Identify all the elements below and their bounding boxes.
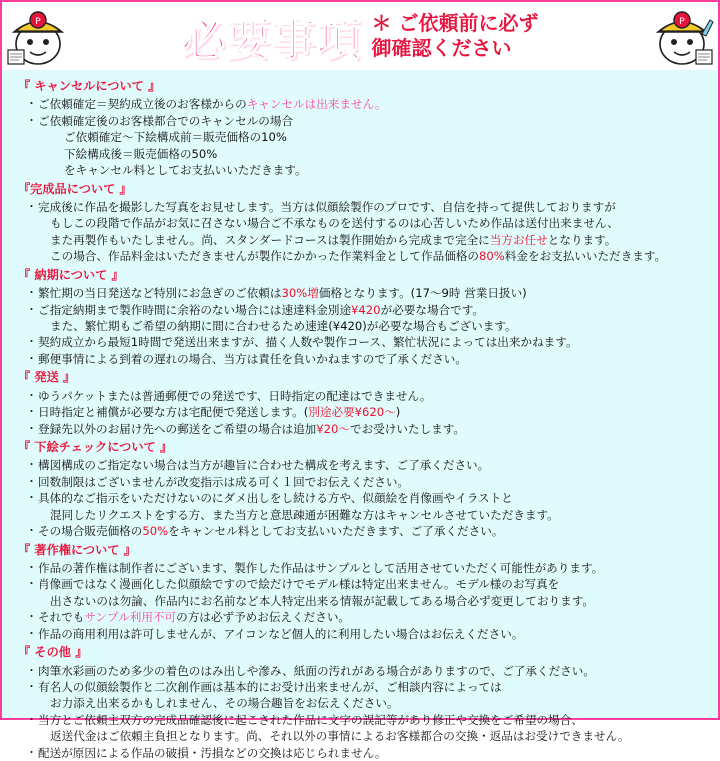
- bullet-icon: ・: [26, 458, 37, 472]
- notice-line: [26, 523, 708, 539]
- page-subtitle-line1: ＊ ご依頼前に必ず: [371, 11, 539, 35]
- notice-line-text: [50, 507, 708, 523]
- notice-line-text: [64, 146, 708, 162]
- bullet-icon: ・: [26, 351, 37, 365]
- notice-line-text: [38, 576, 708, 592]
- notice-content: [2, 70, 718, 760]
- bullet-icon: ・: [26, 286, 37, 300]
- notice-line: [26, 302, 708, 318]
- notice-line: [26, 351, 708, 367]
- plain-text: 日時指定と補償が必要な方は宅配便で発送します。(: [38, 405, 309, 420]
- bullet-icon: ・: [26, 524, 37, 538]
- page-header: [2, 2, 718, 70]
- notice-line: [38, 695, 708, 711]
- notice-line-text: [38, 712, 708, 728]
- notice-line-text: [38, 404, 708, 420]
- notice-line: [52, 146, 708, 162]
- notice-line-text: [50, 215, 708, 231]
- plain-text: ご依頼確定～下絵構成前＝販売価格の10%: [64, 130, 287, 145]
- notice-line-text: [38, 679, 708, 695]
- notice-line: [26, 745, 708, 761]
- bullet-icon: ・: [26, 388, 37, 402]
- notice-line: [26, 679, 708, 695]
- notice-line-text: [64, 162, 708, 178]
- notice-line-text: [38, 351, 708, 367]
- section-heading: 『完成品について 』: [18, 181, 132, 196]
- notice-line-text: [50, 593, 708, 609]
- notice-line: [26, 626, 708, 642]
- notice-line: [26, 609, 708, 625]
- section-heading: 『 著作権について 』: [18, 542, 136, 557]
- plain-text: 作品の商用利用は許可しませんが、アイコンなど個人的に利用したい場合はお伝えください。: [38, 626, 524, 641]
- notice-line-text: [38, 457, 708, 473]
- page-subtitle-line2: 御確認ください: [371, 36, 512, 60]
- highlight-text: ¥420: [351, 302, 381, 317]
- plain-text: 配送が原因による作品の破損・汚損などの交換は応じられません。: [38, 745, 387, 760]
- plain-text: となります。: [547, 232, 617, 247]
- notice-line-text: [50, 728, 708, 744]
- notice-line: [38, 318, 708, 334]
- section-heading: 『 納期について 』: [18, 267, 124, 282]
- plain-text: また、繁忙期もご希望の納期に間に合わせるため速達(¥420)が必要な場合もございます。: [50, 318, 517, 333]
- notice-line: [26, 285, 708, 301]
- bullet-icon: ・: [26, 97, 37, 111]
- highlight-text: 当方お任せ: [489, 232, 548, 247]
- bullet-icon: ・: [26, 560, 37, 574]
- notice-line-text: [38, 560, 708, 576]
- notice-line: [26, 663, 708, 679]
- plain-text: ゆうパケットまたは普通郵便での発送です、日時指定の配達はできません。: [38, 388, 432, 403]
- bullet-icon: ・: [26, 663, 37, 677]
- plain-text: が必要な場合です。: [380, 302, 484, 317]
- section-heading: 『 その他 』: [18, 645, 88, 660]
- plain-text: この場合、作品料金はいただきませんが製作にかかった作業料金として作品価格の: [50, 249, 479, 264]
- highlight-text: 別途必要¥620～: [308, 405, 396, 420]
- plain-text: 下絵構成後＝販売価格の50%: [64, 146, 218, 161]
- notice-line-text: [64, 129, 708, 145]
- notice-line-text: [38, 523, 708, 539]
- notice-line: [52, 162, 708, 178]
- notice-line: [38, 728, 708, 744]
- plain-text: 契約成立から最短1時間で発送出来ますが、描く人数や製作コース、繁忙状況によっては出来かねます。: [38, 335, 578, 350]
- highlight-text: キャンセルは出来ません。: [246, 97, 387, 112]
- notice-section: [12, 542, 708, 643]
- bullet-icon: ・: [26, 745, 37, 759]
- plain-text: ご依頼確定＝契約成立後のお客様からの: [38, 97, 247, 112]
- notice-line-text: [38, 388, 708, 404]
- bullet-icon: ・: [26, 577, 37, 591]
- bullet-icon: ・: [26, 405, 37, 419]
- plain-text: それでも: [38, 610, 85, 625]
- notice-line: [26, 199, 708, 215]
- notice-line-text: [38, 302, 708, 318]
- notice-line-text: [38, 663, 708, 679]
- bullet-icon: ・: [26, 491, 37, 505]
- highlight-text: 80%: [478, 249, 505, 264]
- notice-line: [26, 457, 708, 473]
- page-subtitle: [372, 11, 539, 61]
- svg-text:P: P: [35, 17, 41, 27]
- svg-text:P: P: [679, 17, 685, 27]
- plain-text: 具体的なご指示をいただけないのにダメ出しをし続ける方や、似顔絵を肖像画やイラストと: [38, 491, 513, 506]
- plain-text: をキャンセル料としてお支払いいただきます。: [64, 163, 307, 178]
- plain-text: 肉筆水彩画のため多少の着色のはみ出しや滲み、紙面の汚れがある場合がありますので、ご了承ください。: [38, 663, 595, 678]
- plain-text: 混同したリクエストをする方、また当方と意思疎通が困難な方はキャンセルさせていただきます。: [50, 507, 559, 522]
- notice-line: [26, 421, 708, 437]
- section-heading: 『 キャンセルについて 』: [18, 79, 161, 93]
- highlight-text: サンプル利用不可: [84, 610, 177, 625]
- plain-text: 料金をお支払いいただきます。: [504, 249, 667, 264]
- plain-text: ): [395, 405, 401, 420]
- notice-line-text: [38, 113, 708, 129]
- notice-line: [38, 507, 708, 523]
- notice-line-text: [38, 609, 708, 625]
- bullet-icon: ・: [26, 113, 37, 127]
- plain-text: 回数制限はございませんが改変指示は成る可く１回でお伝えください。: [38, 474, 410, 489]
- plain-text: 郵便事情による到着の遅れの場合、当方は責任を負いかねますので了承ください。: [38, 351, 467, 366]
- bullet-icon: ・: [26, 335, 37, 349]
- notice-line: [38, 215, 708, 231]
- bullet-icon: ・: [26, 679, 37, 693]
- bullet-icon: ・: [26, 626, 37, 640]
- notice-line: [38, 593, 708, 609]
- mascot-character-icon: [6, 4, 70, 68]
- plain-text: 作品の著作権は制作者にございます、製作した作品はサンプルとして活用させていただく可能性があります。: [38, 560, 604, 575]
- plain-text: もしこの段階で作品がお気に召さない場合ご不承なものを送付するのは心苦しいため作品は送付出来ません、: [50, 216, 619, 231]
- plain-text: また再製作もいたしません。尚、スタンダードコースは製作開始から完成まで完全に: [50, 232, 490, 247]
- notice-line: [38, 232, 708, 248]
- mascot-character-icon: [650, 4, 714, 68]
- plain-text: 有名人の似顔絵製作と二次創作画は基本的にお受け出来ませんが、ご相談内容によっては: [38, 679, 502, 694]
- notice-line-text: [38, 96, 708, 112]
- notice-line-text: [50, 318, 708, 334]
- notice-line: [26, 490, 708, 506]
- notice-line: [26, 712, 708, 728]
- notice-line-text: [38, 474, 708, 490]
- bullet-icon: ・: [26, 199, 37, 213]
- bullet-icon: ・: [26, 610, 37, 624]
- plain-text: でお受けいたします。: [350, 421, 466, 436]
- notice-line: [26, 560, 708, 576]
- notice-section: [12, 644, 708, 761]
- notice-line: [52, 129, 708, 145]
- notice-line: [26, 113, 708, 129]
- notice-line: [26, 388, 708, 404]
- notice-line: [26, 404, 708, 420]
- bullet-icon: ・: [26, 302, 37, 316]
- header-title-group: [2, 4, 718, 68]
- plain-text: その場合販売価格の: [38, 524, 143, 539]
- notice-line-text: [50, 232, 708, 248]
- notice-section: [12, 369, 708, 437]
- notice-line: [38, 248, 708, 264]
- plain-text: ご依頼確定後のお客様都合でのキャンセルの場合: [38, 113, 294, 128]
- highlight-text: 30%増: [281, 286, 319, 301]
- section-heading: 『 発送 』: [18, 370, 76, 385]
- plain-text: ご指定納期まで製作時間に余裕のない場合には速達料金別途: [38, 302, 352, 317]
- highlight-text: ¥20～: [316, 421, 350, 436]
- notice-line-text: [38, 285, 708, 301]
- plain-text: 当方とご依頼主双方の完成品確認後に起こされた作品に文字の誤記等があり修正や交換をご希望の場合、: [38, 712, 583, 727]
- bullet-icon: ・: [26, 421, 37, 435]
- notice-section: [12, 439, 708, 540]
- plain-text: 完成後に作品を撮影した写真をお見せします。当方は似顔絵製作のプロです、自信を持って提供しておりますが: [38, 199, 616, 214]
- notice-line: [26, 474, 708, 490]
- plain-text: お力添え出来るかもしれません、その場合趣旨をお伝えください。: [50, 696, 399, 711]
- plain-text: 繁忙期の当日発送など特別にお急ぎのご依頼は: [38, 286, 282, 301]
- notice-line-text: [38, 199, 708, 215]
- plain-text: 肖像画ではなく漫画化した似顔絵ですので絵だけでモデル様は特定出来ません。モデル様のお写真を: [38, 577, 560, 592]
- section-heading: 『 下絵チェックについて 』: [18, 440, 173, 455]
- notice-section: [12, 181, 708, 265]
- highlight-text: 50%: [142, 524, 169, 539]
- notice-section: [12, 267, 708, 368]
- notice-line-text: [38, 626, 708, 642]
- notice-line-text: [38, 334, 708, 350]
- bullet-icon: ・: [26, 712, 37, 726]
- notice-line: [26, 576, 708, 592]
- plain-text: 構図構成のご指定ない場合は当方が趣旨に合わせた構成を考えます、ご了承ください。: [38, 458, 490, 473]
- plain-text: の方は必ず予めお伝えください。: [176, 610, 351, 625]
- plain-text: 価格となります。(17～9時 営業日扱い): [318, 286, 527, 301]
- bullet-icon: ・: [26, 474, 37, 488]
- plain-text: 返送代金はご依頼主負担となります。尚、それ以外の事情によるお客様都合の交換・返品はお受けできません。: [50, 729, 630, 744]
- notice-line-text: [50, 248, 708, 264]
- notice-line: [26, 96, 708, 112]
- plain-text: をキャンセル料としてお支払いいただきます、ご了承ください。: [168, 524, 504, 539]
- plain-text: 出さないのは勿論、作品内にお名前など本人特定出来る情報が記載してある場合必ず変更しております。: [50, 593, 594, 608]
- notice-line-text: [38, 745, 708, 761]
- notice-line: [26, 334, 708, 350]
- notice-section: [12, 78, 708, 179]
- notice-line-text: [50, 695, 708, 711]
- notice-line-text: [38, 421, 708, 437]
- plain-text: 登録先以外のお届け先への郵送をご希望の場合は追加: [38, 421, 317, 436]
- notice-line-text: [38, 490, 708, 506]
- page-title: 必要事項: [181, 15, 362, 66]
